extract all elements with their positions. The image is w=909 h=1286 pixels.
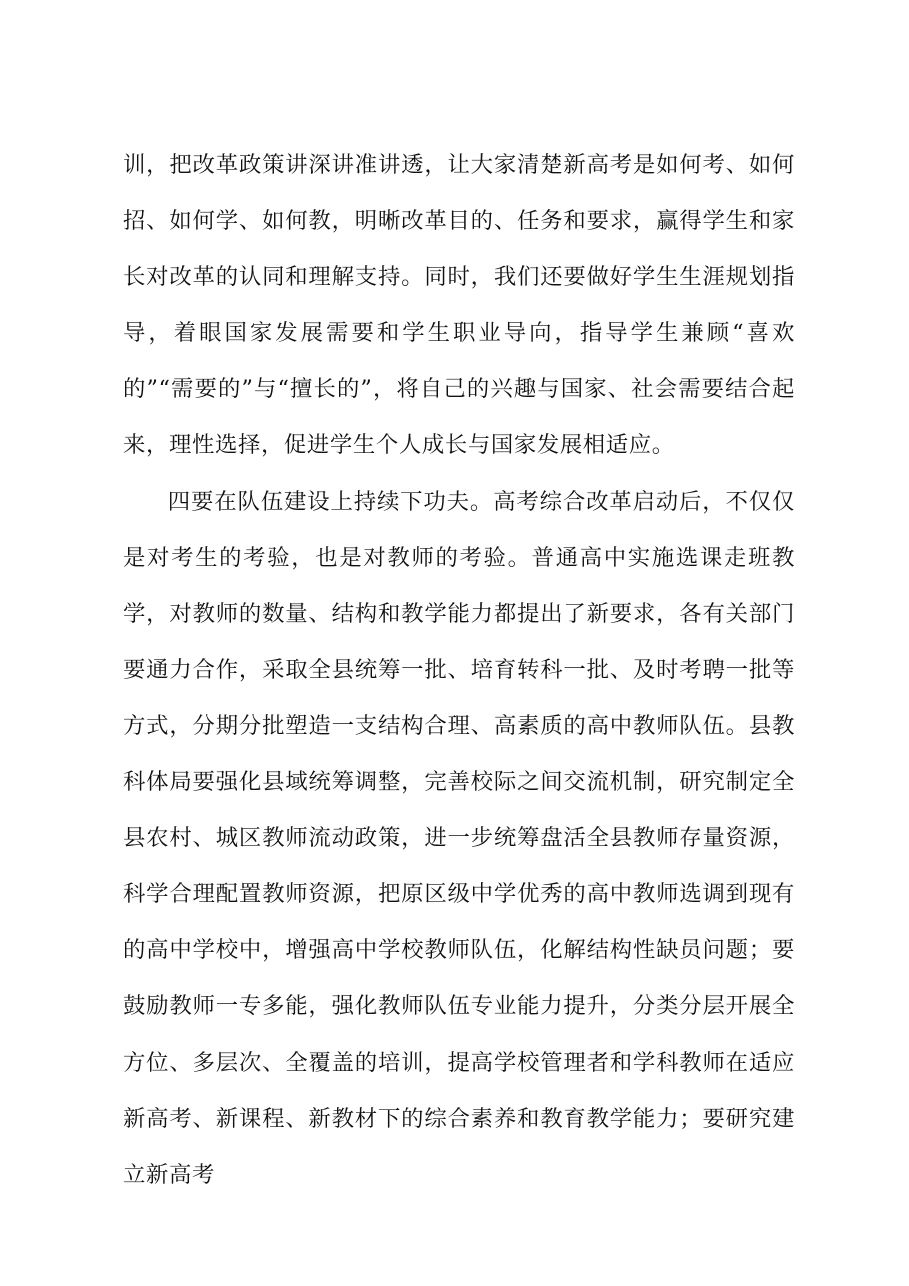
paragraph-2: 四要在队伍建设上持续下功夫。高考综合改革启动后，不仅仅是对考生的考验，也是对教师的考验。普通高中实施选课走班教学，对教师的数量、结构和教学能力都提出了新要求，各有关部门要通力合作，采取全县统筹一批、培育转科一批、及时考聘一批等方式，分期分批塑造一支结构合理、高素质的高中教师队伍。县教科体局要强化县域统筹调整，完善校际之间交流机制，研究制定全县农村、城区教师流动政策，进一步统筹盘活全县教师存量资源，科学合理配置教师资源，把原区级中学优秀的高中教师选调到现有的高中学校中，增强高中学校教师队伍，化解结构性缺员问题；要鼓励教师一专多能，强化教师队伍专业能力提升，分类分层开展全方位、多层次、全覆盖的培训，提高学校管理者和学科教师在适应新高考、新课程、新教材下的综合素养和教育教学能力；要研究建立新高考 bbox=[123, 488, 795, 1188]
paragraph-1: 训，把改革政策讲深讲准讲透，让大家清楚新高考是如何考、如何招、如何学、如何教，明晰改革目的、任务和要求，赢得学生和家长对改革的认同和理解支持。同时，我们还要做好学生生涯规划指导，着眼国家发展需要和学生职业导向，指导学生兼顾“喜欢的”“需要的”与“擅长的”，将自己的兴趣与国家、社会需要结合起来，理性选择，促进学生个人成长与国家发展相适应。 bbox=[123, 152, 795, 459]
document-body bbox=[123, 137, 795, 1203]
